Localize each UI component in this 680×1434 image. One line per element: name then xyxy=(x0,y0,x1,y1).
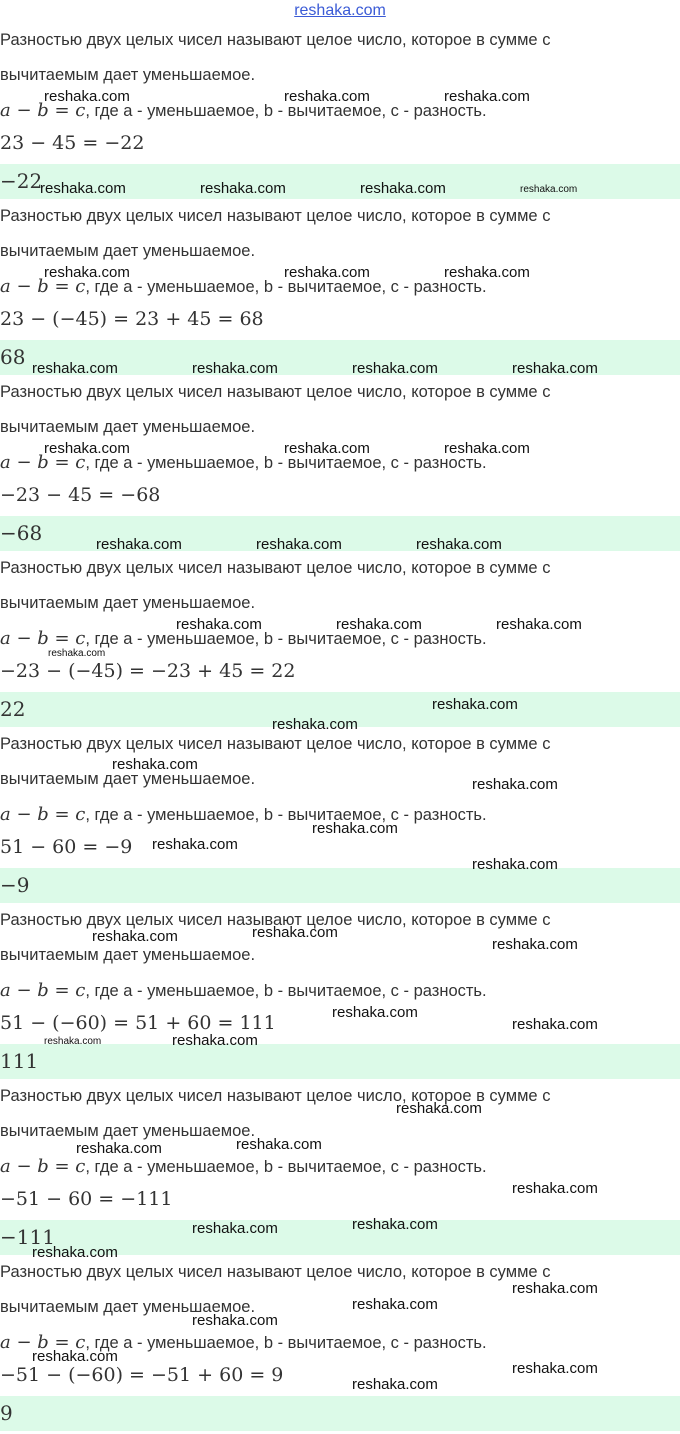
definition-line-1: Разностью двух целых чисел называют целое число, которое в сумме с xyxy=(0,1263,551,1281)
watermark: reshaka.com xyxy=(256,536,342,553)
watermark: reshaka.com xyxy=(332,1004,418,1021)
watermark: reshaka.com xyxy=(192,1312,278,1329)
example-formula: −51 − 60 = −111 xyxy=(0,1188,173,1210)
watermark: reshaka.com xyxy=(336,616,422,633)
watermark: reshaka.com xyxy=(152,836,238,853)
watermark: reshaka.com xyxy=(112,756,198,773)
rule-text: , где a - уменьшаемое, b - вычитаемое, c - разность. xyxy=(85,982,487,1000)
answer-box xyxy=(0,1044,680,1079)
watermark: reshaka.com xyxy=(312,820,398,837)
rule-formula: a − b = c xyxy=(0,804,86,825)
example-formula: 51 − 60 = −9 xyxy=(0,836,133,858)
watermark: reshaka.com xyxy=(176,616,262,633)
rule-formula: a − b = c xyxy=(0,980,86,1001)
definition-line-2: вычитаемым дает уменьшаемое. xyxy=(0,242,256,260)
watermark: reshaka.com xyxy=(40,180,126,197)
example-block xyxy=(0,202,680,378)
answer-value: 9 xyxy=(0,1401,13,1425)
watermark: reshaka.com xyxy=(396,1100,482,1117)
definition-line-1: Разностью двух целых чисел называют целое число, которое в сумме с xyxy=(0,559,551,577)
watermark: reshaka.com xyxy=(44,1036,102,1047)
watermark: reshaka.com xyxy=(76,1140,162,1157)
definition-line-2: вычитаемым дает уменьшаемое. xyxy=(0,594,256,612)
watermark: reshaka.com xyxy=(492,936,578,953)
definition-line-2: вычитаемым дает уменьшаемое. xyxy=(0,1298,256,1316)
watermark: reshaka.com xyxy=(472,776,558,793)
rule-text: , где a - уменьшаемое, b - вычитаемое, c - разность. xyxy=(85,1334,487,1352)
watermark: reshaka.com xyxy=(272,716,358,733)
definition-line-2: вычитаемым дает уменьшаемое. xyxy=(0,66,256,84)
example-formula: −23 − 45 = −68 xyxy=(0,484,161,506)
watermark: reshaka.com xyxy=(472,856,558,873)
watermark: reshaka.com xyxy=(512,1180,598,1197)
watermark: reshaka.com xyxy=(512,1360,598,1377)
watermark: reshaka.com xyxy=(416,536,502,553)
rule-formula: a − b = c xyxy=(0,276,86,297)
watermark: reshaka.com xyxy=(236,1136,322,1153)
rule-line xyxy=(0,804,487,825)
watermark: reshaka.com xyxy=(44,264,130,281)
rule-text: , где a - уменьшаемое, b - вычитаемое, c - разность. xyxy=(85,454,487,472)
answer-value: 68 xyxy=(0,345,26,369)
site-link[interactable]: reshaka.com xyxy=(294,2,386,19)
watermark: reshaka.com xyxy=(512,1016,598,1033)
rule-formula: a − b = c xyxy=(0,1332,86,1353)
answer-value: 22 xyxy=(0,697,26,721)
watermark: reshaka.com xyxy=(32,1348,118,1365)
rule-text: , где a - уменьшаемое, b - вычитаемое, c - разность. xyxy=(85,806,487,824)
example-block xyxy=(0,378,680,554)
watermark: reshaka.com xyxy=(44,88,130,105)
definition-line-1: Разностью двух целых чисел называют целое число, которое в сумме с xyxy=(0,911,551,929)
watermark: reshaka.com xyxy=(284,440,370,457)
answer-box xyxy=(0,868,680,903)
rule-text: , где a - уменьшаемое, b - вычитаемое, c - разность. xyxy=(85,102,487,120)
definition-line-2: вычитаемым дает уменьшаемое. xyxy=(0,946,256,964)
watermark: reshaka.com xyxy=(360,180,446,197)
definition-line-2: вычитаемым дает уменьшаемое. xyxy=(0,418,256,436)
answer-box xyxy=(0,1396,680,1431)
definition-line-1: Разностью двух целых чисел называют целое число, которое в сумме с xyxy=(0,207,551,225)
rule-formula: a − b = c xyxy=(0,100,86,121)
definition-line-2: вычитаемым дает уменьшаемое. xyxy=(0,1122,256,1140)
watermark: reshaka.com xyxy=(32,1244,118,1261)
watermark: reshaka.com xyxy=(172,1032,258,1049)
rule-text: , где a - уменьшаемое, b - вычитаемое, c - разность. xyxy=(85,1158,487,1176)
watermark: reshaka.com xyxy=(32,360,118,377)
definition-line-2: вычитаемым дает уменьшаемое. xyxy=(0,770,256,788)
site-header xyxy=(0,0,680,26)
watermark: reshaka.com xyxy=(444,440,530,457)
watermark: reshaka.com xyxy=(496,616,582,633)
answer-value: −68 xyxy=(0,521,43,545)
watermark: reshaka.com xyxy=(352,1296,438,1313)
example-formula: −51 − (−60) = −51 + 60 = 9 xyxy=(0,1364,284,1386)
watermark: reshaka.com xyxy=(284,88,370,105)
watermark: reshaka.com xyxy=(284,264,370,281)
watermark: reshaka.com xyxy=(352,1376,438,1393)
example-formula: −23 − (−45) = −23 + 45 = 22 xyxy=(0,660,296,682)
example-block xyxy=(0,730,680,906)
watermark: reshaka.com xyxy=(44,440,130,457)
answer-value: 111 xyxy=(0,1049,39,1073)
example-block xyxy=(0,554,680,730)
example-formula: 51 − (−60) = 51 + 60 = 111 xyxy=(0,1012,276,1034)
rule-formula: a − b = c xyxy=(0,452,86,473)
watermark: reshaka.com xyxy=(192,1220,278,1237)
watermark: reshaka.com xyxy=(520,184,578,195)
watermark: reshaka.com xyxy=(96,536,182,553)
rule-text: , где a - уменьшаемое, b - вычитаемое, c - разность. xyxy=(85,278,487,296)
rule-line xyxy=(0,1156,487,1177)
watermark: reshaka.com xyxy=(512,360,598,377)
watermark: reshaka.com xyxy=(252,924,338,941)
example-block xyxy=(0,26,680,202)
definition-line-1: Разностью двух целых чисел называют целое число, которое в сумме с xyxy=(0,1087,551,1105)
watermark: reshaka.com xyxy=(444,264,530,281)
watermark: reshaka.com xyxy=(352,1216,438,1233)
answer-value: −111 xyxy=(0,1225,55,1249)
watermark: reshaka.com xyxy=(200,180,286,197)
watermark: reshaka.com xyxy=(92,928,178,945)
example-block xyxy=(0,1082,680,1258)
watermark: reshaka.com xyxy=(432,696,518,713)
rule-text: , где a - уменьшаемое, b - вычитаемое, c - разность. xyxy=(85,630,487,648)
answer-value: −9 xyxy=(0,873,30,897)
watermark: reshaka.com xyxy=(352,360,438,377)
definition-line-1: Разностью двух целых чисел называют целое число, которое в сумме с xyxy=(0,735,551,753)
answer-value: −22 xyxy=(0,169,43,193)
watermark: reshaka.com xyxy=(512,1280,598,1297)
rule-line xyxy=(0,980,487,1001)
definition-line-1: Разностью двух целых чисел называют целое число, которое в сумме с xyxy=(0,383,551,401)
definition-line-1: Разностью двух целых чисел называют целое число, которое в сумме с xyxy=(0,31,551,49)
rule-formula: a − b = c xyxy=(0,628,86,649)
example-formula: 23 − 45 = −22 xyxy=(0,132,145,154)
watermark: reshaka.com xyxy=(444,88,530,105)
watermark: reshaka.com xyxy=(192,360,278,377)
example-formula: 23 − (−45) = 23 + 45 = 68 xyxy=(0,308,264,330)
rule-formula: a − b = c xyxy=(0,1156,86,1177)
watermark: reshaka.com xyxy=(48,648,106,659)
